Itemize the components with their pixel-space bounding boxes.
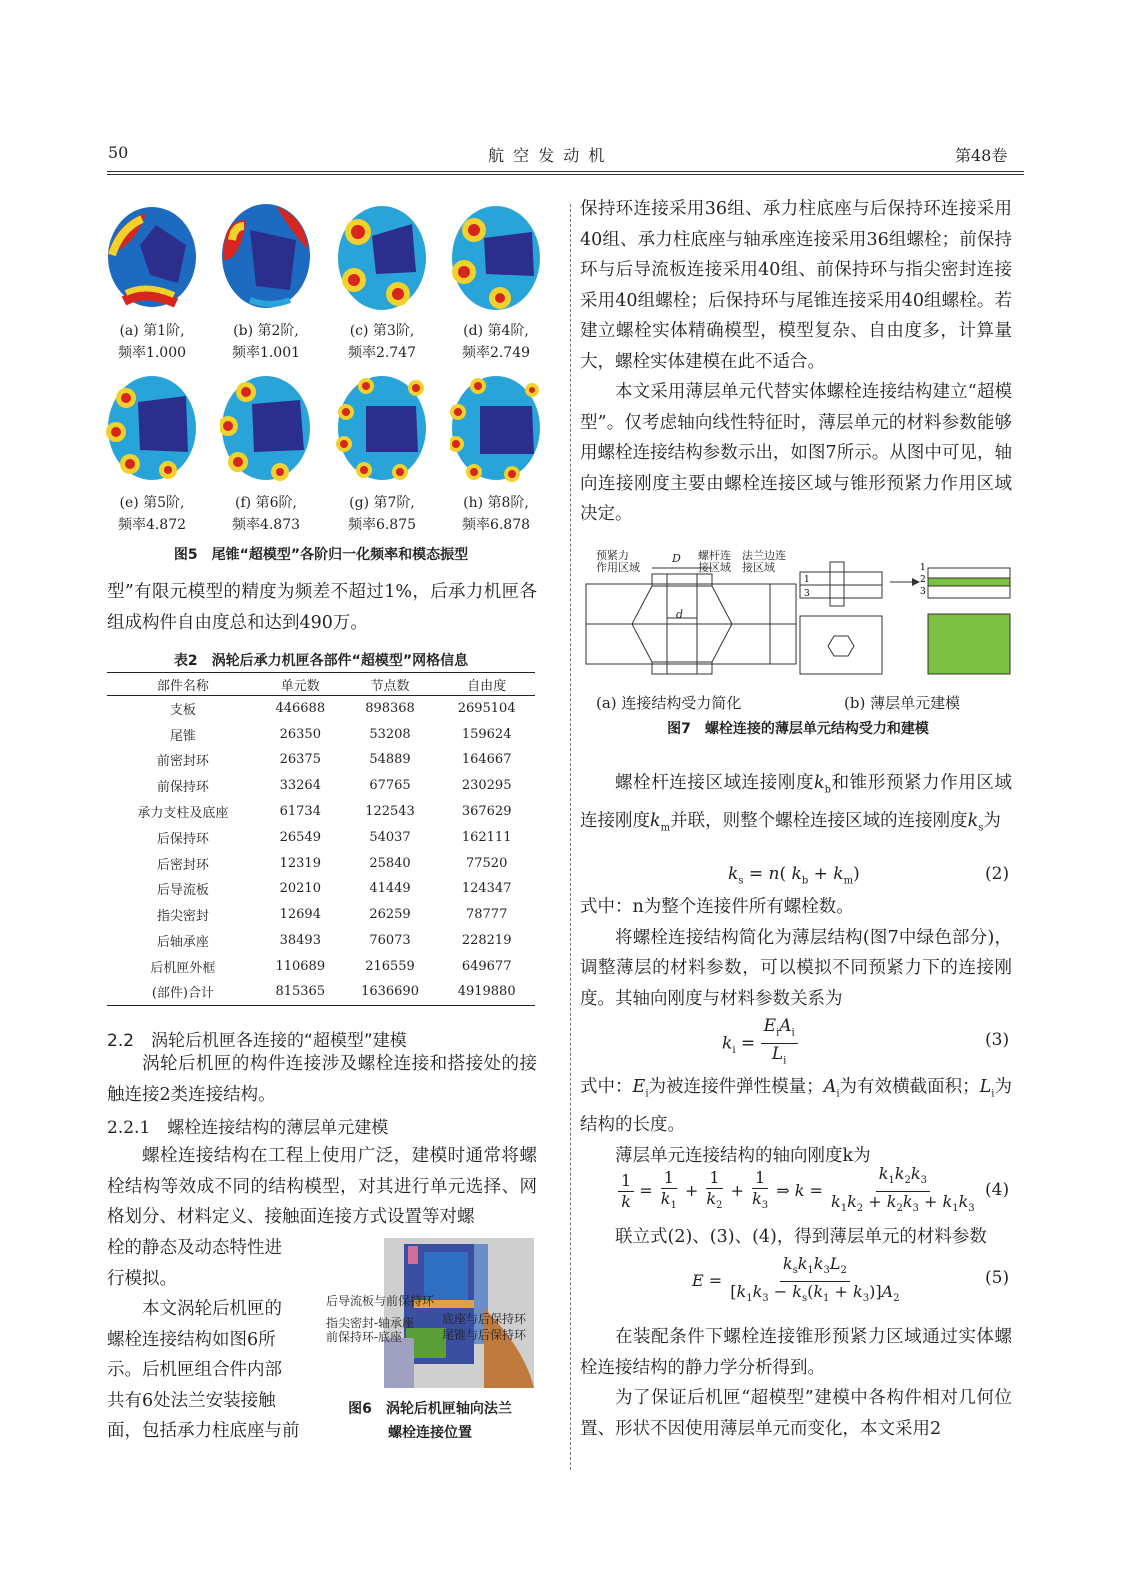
table-cell: 后密封环 (156, 857, 209, 873)
right-paragraph-5: 式中：$E_i$为被连接件弹性模量；$A_i$为有效横截面积；$L_i$为结构的长度。 薄层单元连接结构的轴向刚度k为 (580, 1077, 1012, 1166)
subcaption-a: (a) 第1阶, 频率1.000 (117, 323, 187, 361)
table-cell: 4919880 (438, 979, 535, 1005)
table-cell: 162111 (461, 829, 512, 845)
table-cell: 20210 (279, 881, 321, 897)
table-cell: 38493 (279, 933, 321, 949)
table-row (107, 824, 535, 850)
table-cell: 2695104 (457, 701, 516, 717)
fig7-label-preload: 预紧力 作用区域 (596, 549, 640, 574)
table-header-cell: 部件名称 (107, 673, 259, 696)
mode-shape-image-f (220, 372, 312, 484)
bolt-paragraph-1: 螺栓连接结构在工程上使用广泛，建模时通常将螺栓结构等效成不同的结构模型，对其进行单元选择、网格划分、材料定义、接触面连接方式设置等对螺 (107, 1146, 537, 1227)
table-cell: 26350 (279, 726, 321, 742)
journal-title: 航 空 发 动 机 (488, 146, 607, 165)
table-cell: 159624 (461, 726, 512, 742)
fig7-subcaption-a: (a) 连接结构受力简化 (596, 694, 742, 712)
table-row (107, 928, 535, 954)
table-cell: 77520 (465, 855, 508, 871)
table-row (107, 979, 535, 1005)
table-cell: 25840 (369, 855, 411, 871)
table-cell: 后机匣外框 (150, 960, 216, 976)
table-header-cell: 节点数 (342, 673, 439, 696)
bolt-paragraph-line: 面，包括承力柱底座与前 (107, 1421, 300, 1441)
table-cell: 前密封环 (156, 754, 209, 770)
subcaption-f: (f) 第6阶, 频率4.873 (231, 495, 301, 533)
fig7-label-bolt: 螺杆连 接区域 (698, 549, 731, 574)
table-cell: 216559 (365, 958, 415, 974)
table-cell: 76073 (369, 933, 411, 949)
volume-label: 第48卷 (955, 146, 1008, 165)
figure-7-caption: 图7 螺栓连接的薄层单元结构受力和建模 (667, 721, 929, 737)
table-cell: 367629 (461, 804, 512, 820)
bolt-paragraph-line: 螺栓连接结构如图6所 (107, 1329, 276, 1350)
table-cell: 前保持环 (156, 780, 209, 796)
svg-text:2: 2 (920, 575, 926, 585)
figure-6-label-4: 底座与后保持环 (442, 1312, 527, 1326)
equation-5: E = $\frac{k_sk_1k_3L_2}{[k_1k_3 - k_s(k_1 + k_3)]A_2}$ (692, 1254, 900, 1305)
subcaption-d: (d) 第4阶, 频率2.749 (461, 323, 531, 361)
table-cell: 228219 (461, 933, 512, 949)
table-cell: 26549 (279, 829, 321, 845)
table-row (107, 747, 535, 773)
table-cell: (部件)合计 (107, 979, 259, 1005)
mode-shape-image-g (336, 372, 428, 484)
right-paragraph-3: 式中：n为整个连接件所有螺栓数。 将螺栓连接结构简化为薄层结构(图7中绿色部分)，调整薄层的材料参数，可以模拟不同预紧力下的连接刚度。其轴向刚度与材料参数关系为 (580, 897, 1012, 1009)
fig7-label-D: D (672, 552, 681, 565)
section-2-2-1-heading: 2.2.1 螺栓连接结构的薄层单元建模 (107, 1118, 389, 1138)
subcaption-c: (c) 第3阶, 频率2.747 (347, 323, 417, 361)
right-paragraph-7: 联立式(2)、(3)、(4)，得到薄层单元的材料参数 (615, 1227, 987, 1247)
table-cell: 649677 (461, 958, 512, 974)
equation-2: $k_s = n$( $k_b + k_m$) (728, 864, 860, 887)
table-cell: 124347 (461, 881, 512, 897)
bolt-paragraph-2 (107, 1294, 322, 1447)
mode-shape-image-b (220, 200, 312, 312)
table-cell: 尾锥 (169, 728, 196, 744)
mode-shape-image-c (336, 202, 428, 314)
figure-6-caption: 图6 涡轮后机匣轴向法兰 螺栓连接位置 (348, 1401, 512, 1441)
table-cell: 后轴承座 (156, 935, 209, 951)
section-2-2-heading: 2.2 涡轮后机匣各连接的“超模型”建模 (107, 1031, 407, 1051)
subcaption-e: (e) 第5阶, 频率4.872 (117, 495, 187, 533)
table-cell: 122543 (365, 804, 415, 820)
table-cell: 26259 (369, 907, 411, 923)
figure-5-caption: 图5 尾锥“超模型”各阶归一化频率和模态振型 (173, 547, 469, 563)
table-cell: 61734 (279, 804, 321, 820)
table-cell: 164667 (461, 752, 512, 768)
table-cell: 41449 (369, 881, 411, 897)
equation-3: $k_i$ = $\frac{E_iA_i}{L_i}$ (722, 1016, 798, 1072)
table-2 (107, 672, 535, 1006)
bolt-paragraph-line: 示。后机匣组合件内部 (107, 1360, 282, 1380)
equation-2-number: (2) (985, 864, 1010, 884)
bolt-paragraph-1-continued: 栓的静态及动态特性进 行模拟。 (107, 1238, 282, 1289)
equation-5-number: (5) (985, 1268, 1010, 1288)
table-cell: 230295 (461, 778, 512, 794)
table-cell: 815365 (259, 979, 342, 1005)
table-2-caption: 表2 涡轮后承力机匣各部件“超模型”网格信息 (173, 653, 469, 669)
svg-text:3: 3 (804, 589, 810, 599)
table-cell: 12319 (279, 855, 321, 871)
equation-4-number: (4) (985, 1180, 1010, 1200)
subcaption-h: (h) 第8阶, 频率6.878 (461, 495, 531, 533)
fig7-label-flange: 法兰边连 接区域 (742, 549, 786, 574)
page-number: 50 (108, 143, 129, 162)
bolt-paragraph-line: 本文涡轮后机匣的 (142, 1299, 282, 1319)
bolt-paragraph-line: 共有6处法兰安装接触 (107, 1390, 276, 1411)
table-cell: 53208 (369, 726, 411, 742)
svg-text:3: 3 (920, 587, 926, 597)
table-cell: 后保持环 (156, 831, 209, 847)
table-cell: 26375 (279, 752, 321, 768)
right-paragraph-8: 在装配条件下螺栓连接锥形预紧力区域通过实体螺栓连接结构的静力学分析得到。 为了保证后机匣“超模型”建模中各构件相对几何位置、形状不因使用薄层单元而变化，本文采用2 (580, 1327, 1012, 1439)
table-row (107, 773, 535, 799)
table-cell: 54037 (369, 829, 411, 845)
left-paragraph-1: 型”有限元模型的精度为频差不超过1%，后承力机匣各组成构件自由度总和达到490万。 (107, 582, 537, 633)
table-row (107, 850, 535, 876)
section-2-2-paragraph: 涡轮后机匣的构件连接涉及螺栓连接和搭接处的接触连接2类连接结构。 (107, 1054, 537, 1105)
table-cell: 898368 (365, 701, 415, 717)
table-cell: 后导流板 (156, 883, 209, 899)
table-row (107, 696, 535, 722)
subcaption-b: (b) 第2阶, 频率1.001 (231, 323, 301, 361)
figure-7 (582, 550, 1014, 740)
mode-shape-image-a (106, 205, 198, 317)
table-row (107, 876, 535, 902)
table-header-cell: 自由度 (438, 673, 535, 696)
table-row (107, 953, 535, 979)
mode-shape-image-d (450, 202, 542, 314)
mode-shape-image-e (106, 372, 198, 484)
table-header-row (107, 673, 535, 696)
header-rule (107, 171, 1024, 175)
figure-6-label-3: 前保持环-底座 (326, 1330, 403, 1344)
table-cell: 78777 (465, 907, 508, 923)
table-cell: 1636690 (342, 979, 439, 1005)
svg-text:1: 1 (920, 563, 926, 573)
column-divider (570, 204, 571, 1470)
equation-3-number: (3) (985, 1030, 1010, 1050)
fig7-label-d: d (676, 608, 684, 621)
table-cell: 指尖密封 (156, 909, 209, 925)
table-cell: 110689 (275, 958, 326, 974)
table-cell: 54889 (369, 752, 411, 768)
table-cell: 33264 (279, 778, 321, 794)
table-cell: 12694 (279, 907, 321, 923)
equation-4: $\frac{1}{k}$ = $\frac{1}{k_1}$ + $\frac{1}{k_2}$ + $\frac{1}{k_3}$ ⇒ k = $\frac{k_1k_2k_3}{k_1k_2 + k_2k_3 + k_1k_3}$ (618, 1164, 978, 1219)
right-paragraph-1: 保持环连接采用36组、承力柱底座与后保持环连接采用40组、承力柱底座与轴承座连接采用36组螺栓；前保持环与后导流板连接采用40组、前保持环与指尖密封连接采用40组螺栓；后保持环与尾锥连接采用40组螺栓。若建立螺栓实体精确模型，模型复杂、自由度多，计算量大，螺栓实体建模在此不适合。 本文采用薄层单元代替实体螺栓连接结构建立“超模型”。仅考虑轴向线性特征时，薄层单元的材料参数能够用螺栓连接结构参数示出，如图7所示。从图中可见，轴向连接刚度主要由螺栓连接区域与锥形预紧力作用区域决定。 (580, 199, 1012, 524)
table-cell: 446688 (275, 701, 326, 717)
figure-7-diagram (582, 550, 1014, 690)
figure-6-label-5: 尾锥与后保持环 (442, 1328, 527, 1342)
figure-6-label-1: 后导流板与前保持环 (326, 1294, 435, 1308)
fig7-subcaption-b: (b) 薄层单元建模 (844, 694, 961, 712)
table-cell: 支板 (169, 703, 196, 719)
table-cell: 67765 (369, 778, 411, 794)
table-row (107, 721, 535, 747)
mode-shape-image-h (450, 372, 542, 484)
right-paragraph-stiffness: 螺栓杆连接区域连接刚度$k_b$和锥形预紧力作用区域连接刚度$k_m$并联，则整个螺栓连接区域的连接刚度$k_s$为 (580, 773, 1013, 834)
subcaption-g: (g) 第7阶, 频率6.875 (347, 495, 417, 533)
table-row (107, 799, 535, 825)
figure-6-label-2: 指尖密封-轴承座 (326, 1316, 415, 1330)
table-row (107, 902, 535, 928)
svg-text:1: 1 (804, 575, 810, 585)
table-header-cell: 单元数 (259, 673, 342, 696)
table-cell: 承力支柱及底座 (137, 806, 229, 822)
